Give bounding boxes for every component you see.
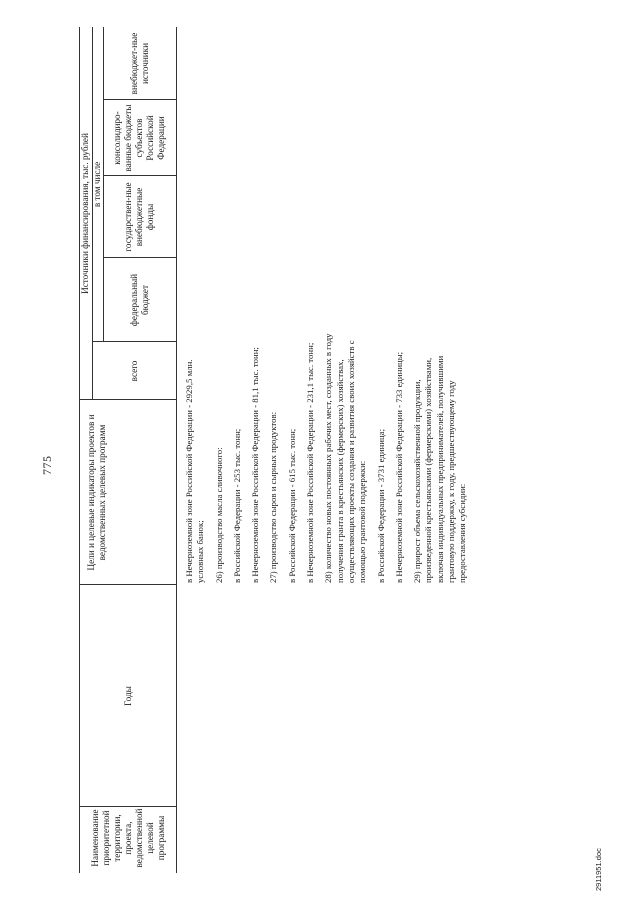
header-name <box>80 807 176 869</box>
footer-file-code: 2911951.doc <box>594 848 603 891</box>
header-funding-text: Источники финансирования, тыс. рублей <box>80 133 90 294</box>
page-number: 775 <box>40 455 54 475</box>
header-federal <box>103 258 176 342</box>
header-state-funds-text: государствен-ные внебюджетные фонды <box>123 182 155 252</box>
list-item: в Нечерноземной зоне Российской Федерации - 733 единицы; <box>393 351 404 583</box>
header-extrabudget <box>103 27 176 100</box>
list-item: 27) производство сыров и сырных продуктов: <box>268 411 279 583</box>
header-consolidated-text: консолидиро-ванные бюджеты субъектов Российской Федерации <box>112 104 166 172</box>
list-item: в Нечерноземной зоне Российской Федерации - 81,1 тыс. тонн; <box>250 347 261 583</box>
list-item: в Нечерноземной зоне Российской Федерации - 2929,5 млн. условных банок; <box>184 359 206 583</box>
table-header-bottom-border <box>176 27 177 873</box>
list-item: в Нечерноземной зоне Российской Федерации - 231,1 тыс. тонн; <box>305 342 316 583</box>
list-item: 29) прирост объема сельскохозяйственной продукции, произведенной крестьянскими (фермерскими) хозяйствами, включая индивидуальных предпринимателей, получившими грантовую поддержку, к году, предшествующему году предоставления субсидии: <box>412 355 468 583</box>
header-total-text: всего <box>128 360 139 382</box>
header-goals-text: Цели и целевые индикаторы проектов и ведомственных целевых программ <box>86 414 107 571</box>
header-including <box>92 27 103 342</box>
list-item: 28) количество новых постоянных рабочих мест, созданных в году получения гранта в крестьянских (фермерских) хозяйствах, осуществляющих проекты создания и развития своих хозяйств с помощью грантовой поддержки: <box>323 333 368 583</box>
header-federal-text: федеральный бюджет <box>128 273 150 327</box>
header-including-text: в том числе <box>92 161 102 208</box>
header-years-text: Годы <box>122 686 133 706</box>
indicator-list <box>184 331 476 583</box>
header-consolidated <box>103 100 176 176</box>
list-item: в Российской Федерации - 253 тыс. тонн; <box>231 428 242 583</box>
header-total <box>92 342 176 400</box>
header-years <box>80 585 176 807</box>
header-name-text: Наименование приоритетной территории, проекта, ведомственной целевой программы <box>89 808 166 868</box>
header-funding <box>79 27 92 400</box>
header-extrabudget-text: внебюджет-ные источники <box>128 32 150 95</box>
list-item: 26) производство масла сливочного: <box>213 447 224 583</box>
list-item: в Российской Федерации - 615 тыс. тонн; <box>286 428 297 583</box>
list-item: в Российской Федерации - 3731 единица; <box>375 428 386 583</box>
header-state-funds <box>103 176 176 258</box>
header-goals <box>80 400 134 585</box>
